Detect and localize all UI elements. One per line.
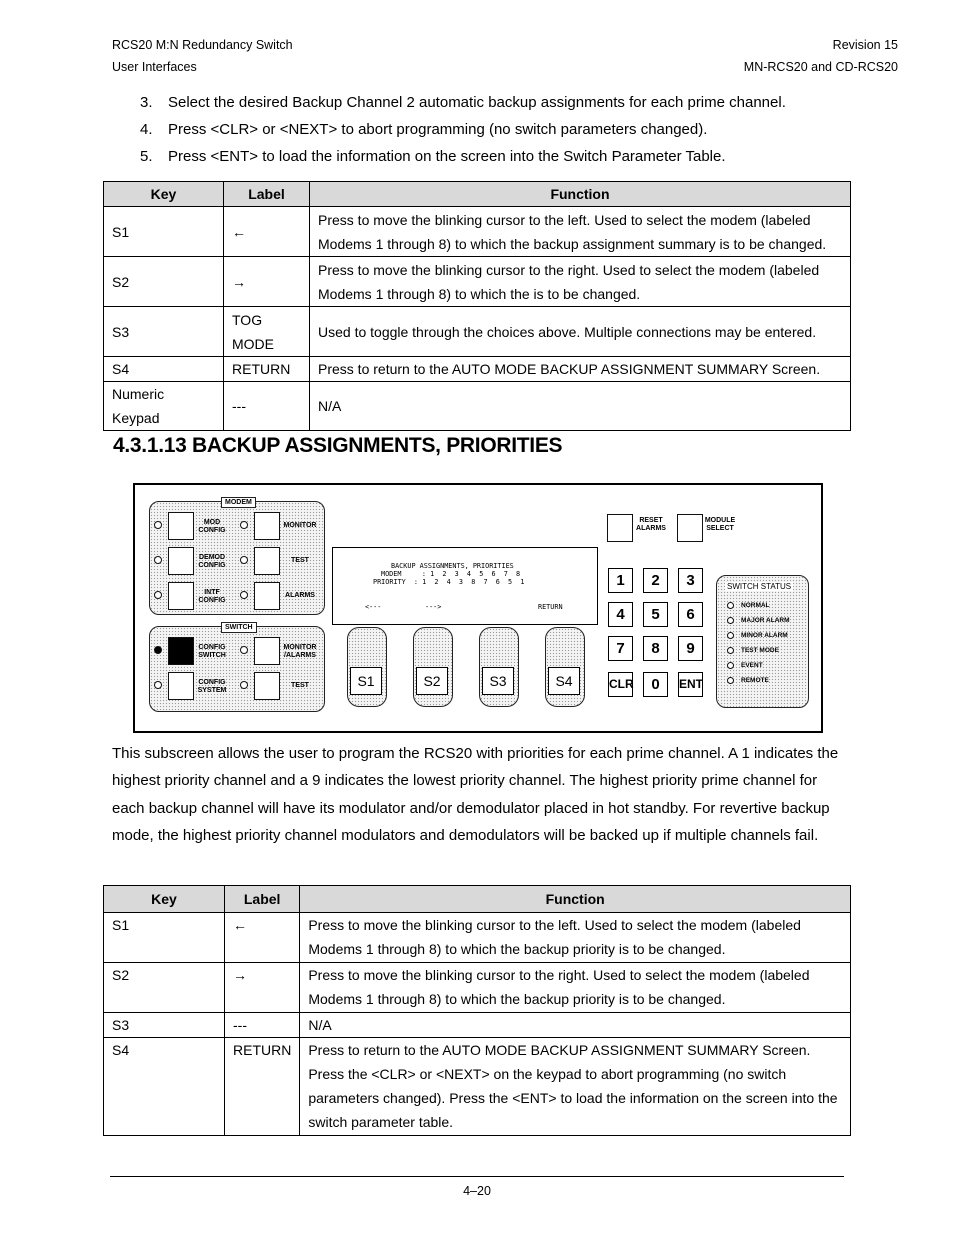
cell-label: RETURN [224, 357, 310, 382]
cell-key: Numeric Keypad [104, 382, 224, 431]
keypad-5[interactable]: 5 [643, 602, 668, 627]
cell-function: Press to return to the AUTO MODE BACKUP ASSIGNMENT SUMMARY Screen. Press the <CLR> or <NEXT> on the keypad to abort programming (no switch parameters changed). Press the <ENT> to load the information on the screen into the switch parameter table. [300, 1038, 851, 1136]
keypad-4[interactable]: 4 [608, 602, 633, 627]
cell-key: S4 [104, 357, 224, 382]
table-header-row [104, 182, 851, 207]
cell-function: Press to move the blinking cursor to the left. Used to select the modem (labeled Modems 1 through 8) to which the backup assignment summary is to be changed. [310, 207, 851, 257]
cell-label: ← [225, 913, 300, 963]
led-indicator [154, 681, 162, 689]
config-switch-key[interactable] [168, 637, 194, 665]
cell-label: ← [224, 207, 310, 257]
module-select-label: MODULE SELECT [704, 517, 736, 532]
reset-alarms-label: RESET ALARMS [636, 517, 666, 532]
cell-function: N/A [300, 1013, 851, 1038]
column-header-key: Key [104, 886, 225, 913]
switch-group-label: SWITCH [221, 622, 257, 633]
header-doc-title: RCS20 M:N Redundancy Switch [112, 38, 293, 52]
led-indicator [240, 646, 248, 654]
led-indicator-active [154, 646, 162, 654]
status-event [727, 662, 763, 669]
step-number: 5. [140, 148, 153, 165]
monitor-label: MONITOR [283, 522, 317, 529]
cell-label: → [224, 257, 310, 307]
step-number: 3. [140, 94, 153, 111]
lcd-priority-row: PRIORITY : 1 2 4 3 8 7 6 5 1 [373, 578, 525, 586]
page-number: 4–20 [463, 1184, 491, 1198]
keypad-1[interactable]: 1 [608, 568, 633, 593]
table-row [104, 1013, 851, 1038]
lcd-display [332, 547, 598, 625]
led-indicator [240, 591, 248, 599]
status-led [727, 602, 734, 609]
keypad-0[interactable]: 0 [643, 672, 668, 697]
intf-config-key[interactable] [168, 582, 194, 610]
mod-config-key[interactable] [168, 512, 194, 540]
switch-status-title: SWITCH STATUS [727, 582, 792, 591]
footer-rule [110, 1176, 844, 1177]
cell-key: S1 [104, 913, 225, 963]
step-item [140, 94, 880, 121]
column-header-key: Key [104, 182, 224, 207]
softkey-s3[interactable]: S3 [482, 667, 514, 695]
lcd-left-arrow: <--- [365, 603, 382, 611]
status-test-mode [727, 647, 779, 654]
cell-key: S3 [104, 307, 224, 357]
status-label: TEST MODE [741, 647, 779, 654]
cell-key: S2 [104, 257, 224, 307]
led-indicator [240, 521, 248, 529]
softkey-s4[interactable]: S4 [548, 667, 580, 695]
led-indicator [240, 681, 248, 689]
status-label: REMOTE [741, 677, 769, 684]
modem-group-label: MODEM [221, 497, 256, 508]
key-function-table-2 [103, 885, 851, 1136]
test-label: TEST [291, 557, 309, 564]
cell-key: S2 [104, 963, 225, 1013]
column-header-function: Function [310, 182, 851, 207]
reset-alarms-key[interactable] [607, 514, 633, 542]
keypad-3[interactable]: 3 [678, 568, 703, 593]
demod-config-key[interactable] [168, 547, 194, 575]
monitor-alarms-key[interactable] [254, 637, 280, 665]
config-system-key[interactable] [168, 672, 194, 700]
config-switch-label: CONFIG SWITCH [198, 644, 226, 659]
monitor-alarms-label: MONITOR /ALARMS [283, 644, 317, 659]
table-row [104, 913, 851, 963]
header-revision: Revision 15 [832, 38, 898, 52]
table-header-row [104, 886, 851, 913]
softkey-s1[interactable]: S1 [350, 667, 382, 695]
table-row [104, 382, 851, 431]
mod-config-label: MOD CONFIG [198, 519, 226, 534]
description-paragraph: This subscreen allows the user to program the RCS20 with priorities for each prime channel. A 1 indicates the highest priority channel and a 9 indicates the lowest priority channel. The highest priority prime channel for each backup channel will have its modulator and/or demodulator placed in hot standby. For revertive backup mode, the highest priority channel modulators and demodulators will be backed up if multiple channels fail. [112, 745, 839, 845]
keypad-6[interactable]: 6 [678, 602, 703, 627]
column-header-label: Label [224, 182, 310, 207]
led-indicator [154, 521, 162, 529]
cell-label: --- [225, 1013, 300, 1038]
lcd-right-arrow: ---> [425, 603, 442, 611]
cell-label: RETURN [225, 1038, 300, 1136]
config-system-label: CONFIG SYSTEM [197, 679, 227, 694]
switch-test-key[interactable] [254, 672, 280, 700]
cell-function: N/A [310, 382, 851, 431]
cell-key: S1 [104, 207, 224, 257]
status-led [727, 647, 734, 654]
key-function-table-1 [103, 181, 851, 431]
step-list [140, 94, 880, 175]
table-row [104, 357, 851, 382]
monitor-key[interactable] [254, 512, 280, 540]
cell-function: Used to toggle through the choices above. Multiple connections may be entered. [310, 307, 851, 357]
status-label: MAJOR ALARM [741, 617, 790, 624]
status-label: MINOR ALARM [741, 632, 788, 639]
table-row [104, 207, 851, 257]
lcd-title: BACKUP ASSIGNMENTS, PRIORITIES [391, 562, 514, 570]
cell-key: S4 [104, 1038, 225, 1136]
table-row [104, 307, 851, 357]
cell-key: S3 [104, 1013, 225, 1038]
cell-label: → [225, 963, 300, 1013]
status-minor-alarm [727, 632, 788, 639]
step-text: Select the desired Backup Channel 2 automatic backup assignments for each prime channel. [168, 94, 786, 111]
intf-config-label: INTF CONFIG [198, 589, 226, 604]
step-text: Press <CLR> or <NEXT> to abort programming (no switch parameters changed). [168, 121, 708, 138]
led-indicator [154, 591, 162, 599]
cell-function: Press to move the blinking cursor to the right. Used to select the modem (labeled Modems 1 through 8) to which the backup priority is to be changed. [300, 963, 851, 1013]
keypad-2[interactable]: 2 [643, 568, 668, 593]
cell-function: Press to return to the AUTO MODE BACKUP ASSIGNMENT SUMMARY Screen. [310, 357, 851, 382]
header-chapter: User Interfaces [112, 60, 197, 74]
step-item [140, 121, 880, 148]
cell-function: Press to move the blinking cursor to the right. Used to select the modem (labeled Modems 1 through 8) to which the is to be changed. [310, 257, 851, 307]
table-row [104, 1038, 851, 1136]
table-row [104, 963, 851, 1013]
alarms-key[interactable] [254, 582, 280, 610]
softkey-s2[interactable]: S2 [416, 667, 448, 695]
keypad-clr[interactable]: CLR [608, 672, 633, 697]
cell-label: --- [224, 382, 310, 431]
status-led [727, 632, 734, 639]
cell-label: TOG MODE [224, 307, 310, 357]
alarms-label: ALARMS [285, 592, 315, 599]
keypad-ent[interactable]: ENT [678, 672, 703, 697]
status-led [727, 662, 734, 669]
demod-config-label: DEMOD CONFIG [198, 554, 226, 569]
lcd-return: RETURN [538, 603, 563, 611]
section-heading: 4.3.1.13 BACKUP ASSIGNMENTS, PRIORITIES [113, 434, 563, 457]
status-label: EVENT [741, 662, 763, 669]
switch-status-panel [716, 575, 809, 708]
table-row [104, 257, 851, 307]
step-number: 4. [140, 121, 153, 138]
status-led [727, 677, 734, 684]
front-panel-figure [133, 483, 823, 733]
led-indicator [154, 556, 162, 564]
status-remote [727, 677, 769, 684]
status-normal [727, 602, 770, 609]
status-label: NORMAL [741, 602, 770, 609]
cell-function: Press to move the blinking cursor to the left. Used to select the modem (labeled Modems 1 through 8) to which the backup priority is to be changed. [300, 913, 851, 963]
module-select-key[interactable] [677, 514, 703, 542]
keypad-8[interactable]: 8 [643, 636, 668, 661]
step-item [140, 148, 880, 175]
status-led [727, 617, 734, 624]
led-indicator [240, 556, 248, 564]
lcd-modem-row: MODEM : 1 2 3 4 5 6 7 8 [381, 570, 521, 578]
switch-test-label: TEST [291, 682, 309, 689]
step-text: Press <ENT> to load the information on the screen into the Switch Parameter Table. [168, 148, 726, 165]
keypad-9[interactable]: 9 [678, 636, 703, 661]
status-major-alarm [727, 617, 790, 624]
column-header-function: Function [300, 886, 851, 913]
test-key[interactable] [254, 547, 280, 575]
keypad-7[interactable]: 7 [608, 636, 633, 661]
column-header-label: Label [225, 886, 300, 913]
header-doc-number: MN-RCS20 and CD-RCS20 [743, 60, 898, 74]
